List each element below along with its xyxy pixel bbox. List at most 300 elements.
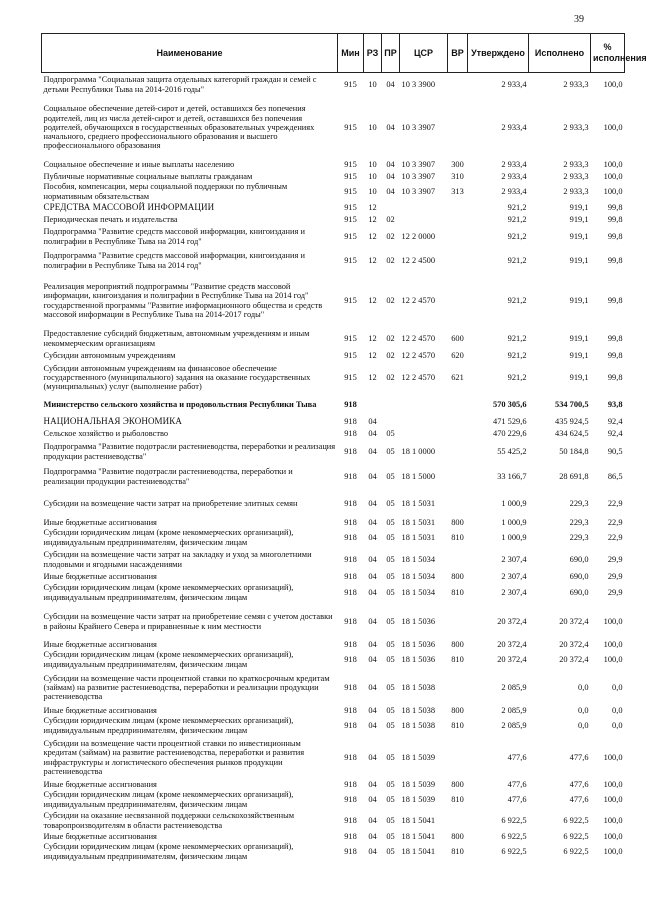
row-approved: 921,2 <box>507 202 527 212</box>
row-rz: 04 <box>368 587 377 597</box>
row-approved: 477,6 <box>507 752 527 762</box>
table-row <box>42 706 625 716</box>
row-name: Иные бюджетные ассигнования <box>43 831 157 841</box>
row-min: 915 <box>344 186 357 196</box>
row-approved: 33 166,7 <box>497 471 527 481</box>
row-csr <box>400 214 448 226</box>
table-row <box>42 159 625 172</box>
row-executed: 229,3 <box>569 498 589 508</box>
row-vr: 810 <box>451 654 464 664</box>
row-executed: 919,1 <box>569 214 589 224</box>
row-rz: 04 <box>368 794 377 804</box>
row-percent: 86,5 <box>607 471 623 481</box>
table-row <box>42 582 625 604</box>
row-min: 918 <box>344 639 357 649</box>
row-percent: 0,0 <box>612 682 623 692</box>
row-approved: 2 933,4 <box>501 122 527 132</box>
table-row <box>42 650 625 670</box>
row-pr: 05 <box>386 471 395 481</box>
row-csr <box>400 394 448 416</box>
row-executed: 919,1 <box>569 231 589 241</box>
row-vr: 810 <box>451 720 464 730</box>
row-executed: 6 922,5 <box>563 846 589 856</box>
row-executed: 229,3 <box>569 517 589 527</box>
row-csr: 18 1 5034 <box>401 571 435 581</box>
row-name: Сельское хозяйство и рыболовство <box>43 428 169 438</box>
row-min: 918 <box>344 720 357 730</box>
table-row <box>42 604 625 640</box>
row-pr: 05 <box>386 639 395 649</box>
row-pr: 02 <box>386 350 395 360</box>
row-executed: 6 922,5 <box>563 815 589 825</box>
row-min: 918 <box>344 682 357 692</box>
row-percent: 92,4 <box>607 416 623 426</box>
row-min: 915 <box>344 350 357 360</box>
row-pr: 05 <box>386 682 395 692</box>
row-executed: 2 933,3 <box>563 122 589 132</box>
header-rz: РЗ <box>364 34 382 73</box>
table-row <box>42 528 625 548</box>
row-csr: 12 2 4500 <box>401 255 435 265</box>
table-row <box>42 172 625 182</box>
row-min: 918 <box>344 846 357 856</box>
row-name: НАЦИОНАЛЬНАЯ ЭКОНОМИКА <box>43 415 182 426</box>
row-percent: 92,4 <box>607 428 623 438</box>
row-executed: 20 372,4 <box>559 654 589 664</box>
row-approved: 2 085,9 <box>501 705 527 715</box>
row-name: Субсидии на возмещение части затрат на закладку и уход за многолетними плодовыми и ягодными насаждениями <box>43 550 312 569</box>
row-name: Субсидии на возмещение части процентной ставки по инвестиционным кредитам (займам) на развитие растениеводства, переработки и развития инфраструктуры и логистического обеспечения рынков продукции растениеводства <box>43 738 305 776</box>
row-executed: 28 691,8 <box>559 471 589 481</box>
page-number: 39 <box>574 14 584 25</box>
row-pr: 04 <box>386 122 395 132</box>
row-rz: 12 <box>368 214 377 224</box>
row-percent: 22,9 <box>607 532 623 542</box>
row-vr <box>448 202 468 214</box>
table-row <box>42 790 625 810</box>
row-name: Пособия, компенсации, меры социальной поддержки по публичным нормативным обязательствам <box>43 182 288 201</box>
row-executed: 6 922,5 <box>563 831 589 841</box>
row-name: Иные бюджетные ассигнования <box>43 779 157 789</box>
row-percent: 100,0 <box>603 752 623 762</box>
row-executed: 477,6 <box>569 752 589 762</box>
row-csr: 10 3 3907 <box>401 122 435 132</box>
row-min: 918 <box>344 532 357 542</box>
row-rz: 04 <box>368 705 377 715</box>
row-executed: 434 624,5 <box>555 428 589 438</box>
row-name: Иные бюджетные ассигнования <box>43 517 157 527</box>
row-rz: 04 <box>368 682 377 692</box>
table-row <box>42 572 625 582</box>
table-row <box>42 362 625 394</box>
header-min: Мин <box>338 34 364 73</box>
row-approved: 2 307,4 <box>501 554 527 564</box>
row-rz <box>364 394 382 416</box>
row-name: Социальное обеспечение и иные выплаты населению <box>43 160 235 170</box>
row-executed: 919,1 <box>569 295 589 305</box>
row-name: Субсидии юридическим лицам (кроме некоммерческих организаций), индивидуальным предпринимателям, физическим лицам <box>43 583 294 602</box>
row-name: Периодическая печать и издательства <box>43 214 178 224</box>
table-row <box>42 736 625 780</box>
row-csr: 18 1 5041 <box>401 815 435 825</box>
row-vr: 810 <box>451 846 464 856</box>
row-rz: 04 <box>368 720 377 730</box>
table-row <box>42 350 625 362</box>
row-name: Субсидии юридическим лицам (кроме некоммерческих организаций), индивидуальным предпринимателям, физическим лицам <box>43 650 294 669</box>
row-percent: 100,0 <box>603 616 623 626</box>
row-executed: 2 933,3 <box>563 186 589 196</box>
row-rz: 04 <box>368 446 377 456</box>
row-percent: 100,0 <box>603 654 623 664</box>
row-rz: 12 <box>368 231 377 241</box>
row-csr: 18 1 5039 <box>401 779 435 789</box>
table-body <box>42 73 625 862</box>
row-min: 918 <box>344 471 357 481</box>
row-percent: 100,0 <box>603 171 623 181</box>
row-csr: 10 3 3900 <box>401 80 435 90</box>
row-min: 915 <box>344 80 357 90</box>
table-header-row <box>42 34 625 73</box>
row-min: 915 <box>344 231 357 241</box>
row-min: 915 <box>344 255 357 265</box>
row-vr <box>448 248 468 274</box>
row-name: Субсидии на возмещение части затрат на приобретение семян с учетом доставки в районы Крайнего Севера и приравненные к ним местности <box>43 612 333 631</box>
row-percent: 99,8 <box>607 202 623 212</box>
row-approved: 921,2 <box>507 295 527 305</box>
row-min: 918 <box>344 831 357 841</box>
row-csr: 18 1 5039 <box>401 794 435 804</box>
row-vr <box>448 394 468 416</box>
row-approved: 6 922,5 <box>501 815 527 825</box>
table-row <box>42 416 625 428</box>
row-vr: 810 <box>451 794 464 804</box>
row-percent: 29,9 <box>607 571 623 581</box>
row-min: 918 <box>344 571 357 581</box>
row-min: 915 <box>344 171 357 181</box>
row-executed: 0,0 <box>578 720 589 730</box>
table-row <box>42 518 625 528</box>
row-vr <box>448 490 468 518</box>
row-vr <box>448 97 468 159</box>
row-name: Иные бюджетные ассигнования <box>43 571 157 581</box>
row-executed: 534 700,5 <box>555 399 589 409</box>
table-row <box>42 464 625 490</box>
row-rz: 04 <box>368 517 377 527</box>
row-vr <box>448 670 468 706</box>
row-percent: 99,8 <box>607 333 623 343</box>
header-approved: Утверждено <box>468 34 529 73</box>
row-pr: 05 <box>386 498 395 508</box>
row-min: 915 <box>344 372 357 382</box>
row-csr <box>400 428 448 440</box>
row-percent: 100,0 <box>603 186 623 196</box>
table-row <box>42 394 625 416</box>
row-min: 918 <box>344 446 357 456</box>
row-rz: 04 <box>368 498 377 508</box>
row-min: 918 <box>344 616 357 626</box>
row-csr: 10 3 3907 <box>401 186 435 196</box>
row-rz: 04 <box>368 471 377 481</box>
row-pr: 05 <box>386 428 395 438</box>
table-row <box>42 640 625 650</box>
row-csr: 18 1 5034 <box>401 554 435 564</box>
row-pr: 05 <box>386 779 395 789</box>
table-row <box>42 214 625 226</box>
row-executed: 20 372,4 <box>559 639 589 649</box>
table-row <box>42 810 625 832</box>
row-min: 918 <box>344 498 357 508</box>
row-pr: 02 <box>386 231 395 241</box>
row-name: Субсидии автономным учреждениям <box>43 350 176 360</box>
row-approved: 921,2 <box>507 350 527 360</box>
header-csr: ЦСР <box>400 34 448 73</box>
table-row <box>42 842 625 862</box>
row-min: 918 <box>344 815 357 825</box>
row-name: Министерство сельского хозяйства и продовольствия Республики Тыва <box>43 399 317 409</box>
row-name: Подпрограмма "Развитие подотрасли растениеводства, переработки и реализация продукции растениеводства" <box>43 442 336 461</box>
row-executed: 2 933,3 <box>563 80 589 90</box>
row-executed: 690,0 <box>569 587 589 597</box>
table-row <box>42 202 625 214</box>
row-executed: 919,1 <box>569 350 589 360</box>
row-csr: 18 1 5038 <box>401 682 435 692</box>
row-approved: 1 000,9 <box>501 532 527 542</box>
row-rz: 04 <box>368 428 377 438</box>
table-row <box>42 670 625 706</box>
row-name: Подпрограмма "Социальная защита отдельных категорий граждан и семей с детьми Республики Тыва на 2014-2016 годы" <box>43 75 317 94</box>
row-csr: 10 3 3907 <box>401 171 435 181</box>
row-rz: 10 <box>368 171 377 181</box>
table-row <box>42 73 625 97</box>
row-executed: 2 933,3 <box>563 171 589 181</box>
row-vr: 310 <box>451 171 464 181</box>
row-approved: 55 425,2 <box>497 446 527 456</box>
row-executed: 477,6 <box>569 794 589 804</box>
row-approved: 570 305,6 <box>493 399 527 409</box>
row-rz: 10 <box>368 186 377 196</box>
row-csr: 18 1 5039 <box>401 752 435 762</box>
row-pr: 05 <box>386 654 395 664</box>
row-vr: 800 <box>451 831 464 841</box>
row-percent: 99,8 <box>607 372 623 382</box>
row-csr: 12 2 4570 <box>401 295 435 305</box>
row-pr: 02 <box>386 372 395 382</box>
row-percent: 100,0 <box>603 846 623 856</box>
row-min: 915 <box>344 214 357 224</box>
row-name: Субсидии юридическим лицам (кроме некоммерческих организаций), индивидуальным предпринимателям, физическим лицам <box>43 790 294 809</box>
row-approved: 2 085,9 <box>501 720 527 730</box>
row-approved: 477,6 <box>507 779 527 789</box>
row-name: Субсидии на возмещение части процентной ставки по краткосрочным кредитам (займам) на развитие растениеводства, переработки и реализации продукции растениеводства <box>43 673 330 702</box>
row-pr: 02 <box>386 255 395 265</box>
row-name: СРЕДСТВА МАССОВОЙ ИНФОРМАЦИИ <box>43 201 215 212</box>
row-rz: 12 <box>368 295 377 305</box>
row-executed: 435 924,5 <box>555 416 589 426</box>
row-approved: 921,2 <box>507 372 527 382</box>
table-row <box>42 548 625 572</box>
row-percent: 99,8 <box>607 295 623 305</box>
row-approved: 2 307,4 <box>501 571 527 581</box>
row-pr: 05 <box>386 587 395 597</box>
row-vr: 800 <box>451 705 464 715</box>
row-percent: 100,0 <box>603 160 623 170</box>
row-vr <box>448 548 468 572</box>
row-percent: 100,0 <box>603 639 623 649</box>
row-approved: 2 933,4 <box>501 160 527 170</box>
table-row <box>42 274 625 328</box>
row-rz: 10 <box>368 160 377 170</box>
row-executed: 20 372,4 <box>559 616 589 626</box>
row-vr <box>448 73 468 97</box>
row-percent: 93,8 <box>607 399 623 409</box>
row-pr: 05 <box>386 616 395 626</box>
table-row <box>42 226 625 248</box>
row-pr: 02 <box>386 295 395 305</box>
row-pr: 02 <box>386 214 395 224</box>
row-min: 915 <box>344 160 357 170</box>
row-min: 918 <box>344 517 357 527</box>
row-csr: 12 2 0000 <box>401 231 435 241</box>
row-name: Субсидии юридическим лицам (кроме некоммерческих организаций), индивидуальным предпринимателям, физическим лицам <box>43 528 294 547</box>
row-pr: 05 <box>386 571 395 581</box>
row-percent: 99,8 <box>607 350 623 360</box>
row-name: Реализация мероприятий подпрограммы "Развитие средств массовой информации, книгоиздания и полиграфии в Республике Тыва на 2014 год" государственной программы "Развитие информационного общества и средств массовой информации в Республике Тыва на 2014-2017 годы" <box>43 281 323 319</box>
row-vr: 621 <box>451 372 464 382</box>
row-pr: 05 <box>386 794 395 804</box>
row-vr <box>448 810 468 832</box>
row-pr: 05 <box>386 705 395 715</box>
row-vr <box>448 226 468 248</box>
row-rz: 12 <box>368 255 377 265</box>
row-min: 918 <box>344 416 357 426</box>
table-row <box>42 328 625 350</box>
row-vr: 300 <box>451 160 464 170</box>
row-executed: 0,0 <box>578 682 589 692</box>
row-vr <box>448 604 468 640</box>
row-vr: 620 <box>451 350 464 360</box>
row-approved: 1 000,9 <box>501 517 527 527</box>
row-rz: 12 <box>368 372 377 382</box>
row-csr: 18 1 5036 <box>401 654 435 664</box>
row-pr: 05 <box>386 846 395 856</box>
header-name: Наименование <box>42 34 338 73</box>
row-approved: 1 000,9 <box>501 498 527 508</box>
row-executed: 919,1 <box>569 333 589 343</box>
row-percent: 0,0 <box>612 705 623 715</box>
row-executed: 919,1 <box>569 255 589 265</box>
row-vr <box>448 428 468 440</box>
row-rz: 10 <box>368 80 377 90</box>
table-row <box>42 832 625 842</box>
row-rz: 04 <box>368 654 377 664</box>
row-executed: 919,1 <box>569 372 589 382</box>
row-approved: 20 372,4 <box>497 639 527 649</box>
row-percent: 100,0 <box>603 80 623 90</box>
row-vr: 313 <box>451 186 464 196</box>
row-approved: 2 933,4 <box>501 186 527 196</box>
row-rz: 04 <box>368 571 377 581</box>
row-csr: 18 1 5036 <box>401 639 435 649</box>
table-row <box>42 716 625 736</box>
row-approved: 2 085,9 <box>501 682 527 692</box>
row-min: 918 <box>344 428 357 438</box>
row-csr <box>400 416 448 428</box>
row-percent: 99,8 <box>607 214 623 224</box>
row-vr: 800 <box>451 571 464 581</box>
row-percent: 99,8 <box>607 231 623 241</box>
row-pr: 05 <box>386 815 395 825</box>
row-approved: 6 922,5 <box>501 831 527 841</box>
row-approved: 2 933,4 <box>501 80 527 90</box>
table-row <box>42 440 625 464</box>
row-csr <box>400 202 448 214</box>
row-executed: 229,3 <box>569 532 589 542</box>
row-pr: 04 <box>386 80 395 90</box>
row-approved: 921,2 <box>507 214 527 224</box>
row-pr: 05 <box>386 720 395 730</box>
row-vr <box>448 416 468 428</box>
row-pr: 05 <box>386 532 395 542</box>
row-rz: 04 <box>368 554 377 564</box>
row-min: 918 <box>344 399 357 409</box>
table-row <box>42 182 625 202</box>
row-executed: 0,0 <box>578 705 589 715</box>
row-approved: 20 372,4 <box>497 616 527 626</box>
row-rz: 04 <box>368 815 377 825</box>
table-row <box>42 248 625 274</box>
row-pr: 02 <box>386 333 395 343</box>
row-rz: 04 <box>368 779 377 789</box>
row-pr: 04 <box>386 160 395 170</box>
row-approved: 921,2 <box>507 255 527 265</box>
table-row <box>42 780 625 790</box>
row-pr: 04 <box>386 186 395 196</box>
row-vr <box>448 464 468 490</box>
row-min: 915 <box>344 295 357 305</box>
row-csr: 18 1 5000 <box>401 471 435 481</box>
row-percent: 0,0 <box>612 720 623 730</box>
row-name: Предоставление субсидий бюджетным, автономным учреждениям и иным некоммерческим организациям <box>43 329 310 348</box>
row-rz: 04 <box>368 416 377 426</box>
header-vr: ВР <box>448 34 468 73</box>
row-min: 918 <box>344 794 357 804</box>
row-pr: 05 <box>386 517 395 527</box>
row-csr: 18 1 0000 <box>401 446 435 456</box>
row-name: Иные бюджетные ассигнования <box>43 639 157 649</box>
row-vr <box>448 274 468 328</box>
row-vr: 810 <box>451 587 464 597</box>
row-rz: 04 <box>368 752 377 762</box>
row-percent: 100,0 <box>603 794 623 804</box>
row-percent: 100,0 <box>603 779 623 789</box>
table-row <box>42 428 625 440</box>
row-vr <box>448 440 468 464</box>
row-min: 918 <box>344 654 357 664</box>
header-pr: ПР <box>382 34 400 73</box>
row-percent: 99,8 <box>607 255 623 265</box>
row-approved: 921,2 <box>507 333 527 343</box>
row-csr: 12 2 4570 <box>401 350 435 360</box>
row-pr: 05 <box>386 831 395 841</box>
row-percent: 90,5 <box>607 446 623 456</box>
row-percent: 22,9 <box>607 517 623 527</box>
row-pr: 05 <box>386 446 395 456</box>
row-rz: 04 <box>368 532 377 542</box>
row-name: Субсидии на возмещение части затрат на приобретение элитных семян <box>43 498 298 508</box>
row-pr <box>382 394 400 416</box>
row-executed: 2 933,3 <box>563 160 589 170</box>
row-name: Субсидии юридическим лицам (кроме некоммерческих организаций), индивидуальным предпринимателям, физическим лицам <box>43 842 294 861</box>
